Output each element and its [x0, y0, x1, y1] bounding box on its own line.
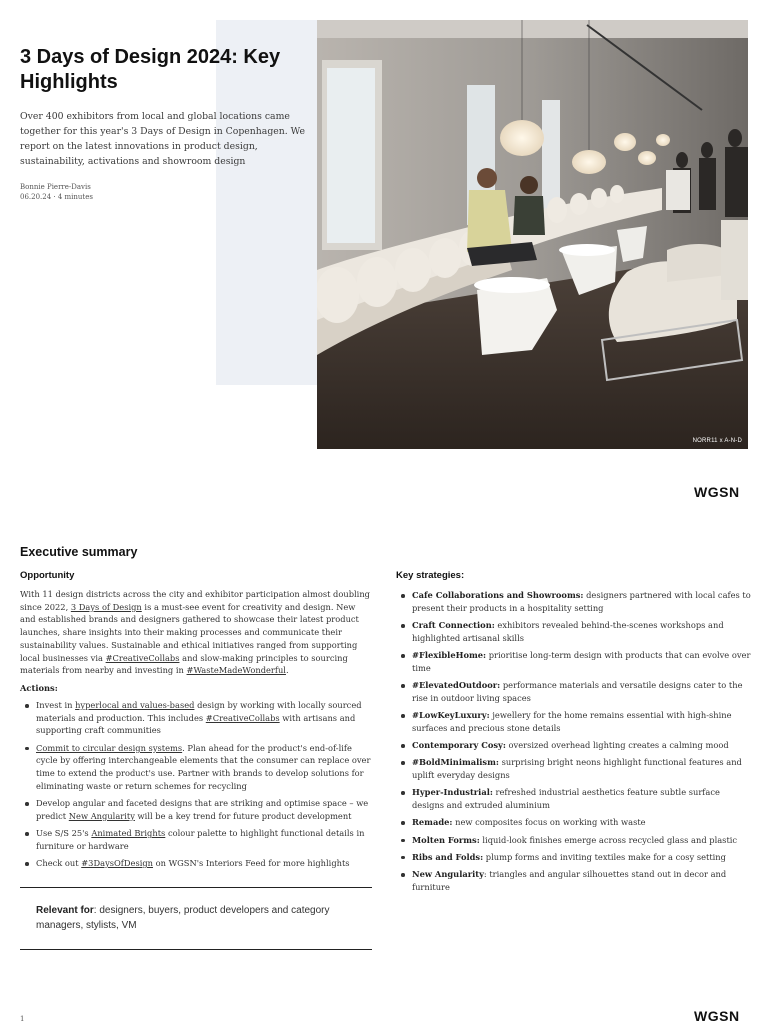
action-text: Invest in	[36, 700, 76, 710]
strategy-text: plump forms and inviting textiles make for a cosy setting	[483, 851, 726, 862]
list-item	[396, 709, 752, 734]
opportunity-text: With 11 design districts across the city and exhibitor participation almost doubling since 2022,	[20, 589, 370, 612]
key-strategies-list	[396, 589, 752, 898]
divider	[20, 949, 372, 950]
page-title: 3 Days of Design 2024: Key Highlights	[20, 46, 281, 93]
page-number: 1	[20, 1015, 25, 1023]
opportunity-text: and slow-making principles to sourcing materials from nearby and investing in	[20, 652, 348, 676]
strategy-text: surprising bright neons highlight functional features and uplift everyday designs	[412, 757, 742, 780]
strategy-term: Cafe Collaborations and Showrooms:	[412, 590, 584, 600]
strategy-term: Molten Forms:	[412, 834, 480, 845]
list-item	[396, 739, 752, 752]
opportunity-text: .	[285, 665, 289, 676]
link-creative-collabs[interactable]: #CreativeCollabs	[105, 652, 180, 663]
relevant-for	[36, 903, 356, 933]
divider	[20, 887, 372, 888]
strategy-text: designers partnered with local cafes to present their products in a hospitality setting	[412, 590, 751, 613]
link-3-days-of-design[interactable]: 3 Days of Design	[70, 601, 142, 612]
strategy-term: #BoldMinimalism:	[412, 757, 499, 768]
relevant-label: Relevant for	[36, 905, 94, 916]
strategy-term: Remade:	[412, 817, 453, 828]
strategy-text: performance materials and versatile designs cater to the rise in outdoor living spaces	[412, 680, 743, 703]
link-new-angularity[interactable]: New Angularity	[68, 810, 135, 821]
strategy-term: Contemporary Cosy:	[412, 740, 506, 750]
strategy-text: refreshed industrial aesthetics feature subtle surface designs and extruded aluminium	[412, 787, 720, 810]
link-waste-made-wonderful[interactable]: #WasteMadeWonderful	[186, 665, 286, 676]
opportunity-paragraph	[20, 588, 372, 677]
strategy-text: prioritise long-term design with products that can evolve over time	[412, 650, 751, 673]
strategy-text: oversized overhead lighting creates a calming mood	[505, 740, 729, 750]
list-item	[396, 619, 752, 644]
action-text: design by working with locally sourced materials and production. This includes	[36, 700, 362, 723]
action-text: Develop angular and faceted designs that are striking and optimise space – we predict	[36, 798, 369, 821]
publish-meta: 06.20.24 · 4 minutes	[20, 193, 93, 201]
intro-paragraph: Over 400 exhibitors from local and global locations came together for this year's 3 Days of Design in Copenhagen. We report on the latest innovations in product design, sustainability, activations and showroom design	[20, 111, 305, 167]
strategy-text: new composites focus on working with waste	[452, 817, 646, 828]
action-text: on WGSN's Interiors Feed for more highlights	[153, 858, 350, 869]
list-item	[396, 679, 752, 704]
action-text: will be a key trend for future product development	[134, 810, 352, 821]
list-item	[396, 851, 752, 864]
link-creative-collabs[interactable]: #CreativeCollabs	[205, 712, 280, 723]
list-item	[20, 827, 372, 852]
author-name: Bonnie Pierre-Davis	[20, 183, 91, 191]
key-strategies-heading: Key strategies:	[396, 570, 465, 581]
hero-photo	[317, 20, 748, 449]
list-item	[20, 857, 372, 870]
action-text: Use S/S 25's	[36, 828, 92, 839]
list-item	[396, 756, 752, 781]
list-item	[20, 797, 372, 822]
list-item	[396, 649, 752, 674]
action-text: . Plan ahead for the product's end-of-life cycle by offering interchangeable elements that the consumer can replace over time to extend the product's use. Partner with brands to develop solutions for eliminating waste or return schemes for recycling	[36, 742, 371, 791]
opportunity-text: is a must-see event for creativity and design. New and established brands and designers gathered to showcase their latest product launches, share insights into their making processes and communicate their sustainability values. Sustainable and ethical initiatives ranged from supporting local businesses via	[20, 601, 359, 663]
link-3daysofdesign[interactable]: #3DaysOfDesign	[81, 858, 154, 869]
strategy-term: Ribs and Folds:	[412, 851, 484, 862]
strategy-term: #FlexibleHome:	[412, 650, 487, 660]
strategy-term: Hyper-Industrial:	[412, 787, 493, 798]
strategy-text: exhibitors revealed behind-the-scenes workshops and highlighted artisanal skills	[412, 620, 724, 643]
action-text: with artisans and supporting craft communities	[36, 712, 356, 736]
list-item	[396, 868, 752, 893]
executive-summary-heading: Executive summary	[20, 545, 138, 559]
link-hyperlocal[interactable]: hyperlocal and values-based	[75, 700, 195, 710]
actions-label: Actions:	[20, 683, 58, 693]
list-item	[396, 816, 752, 829]
list-item	[20, 699, 372, 737]
list-item	[20, 742, 372, 793]
strategy-text: liquid-look finishes emerge across recycled glass and plastic	[479, 834, 738, 845]
photo-credit: NORR11 x A-N-D	[692, 438, 742, 444]
relevant-text: : designers, buyers, product developers and category managers, stylists, VM	[36, 905, 330, 931]
action-text: colour palette to highlight functional details in furniture or hardware	[36, 828, 365, 851]
link-animated-brights[interactable]: Animated Brights	[91, 828, 166, 839]
list-item	[396, 786, 752, 811]
link-circular-design[interactable]: Commit to circular design systems	[36, 742, 183, 753]
strategy-term: Craft Connection:	[412, 620, 495, 630]
list-item	[396, 589, 752, 614]
strategy-text: jewellery for the home remains essential with high-shine surfaces and precious stone details	[412, 710, 732, 733]
strategy-term: #ElevatedOutdoor:	[412, 680, 501, 690]
strategy-text: : triangles and angular silhouettes stand out in decor and furniture	[412, 869, 727, 892]
action-text: Check out	[36, 858, 82, 869]
wgsn-logo: WGSN	[694, 484, 740, 500]
list-item	[396, 834, 752, 847]
strategy-term: #LowKeyLuxury:	[412, 710, 490, 720]
wgsn-logo-footer: WGSN	[694, 1008, 740, 1024]
strategy-term: New Angularity	[412, 869, 484, 880]
actions-list	[20, 699, 372, 874]
opportunity-heading: Opportunity	[20, 570, 75, 581]
